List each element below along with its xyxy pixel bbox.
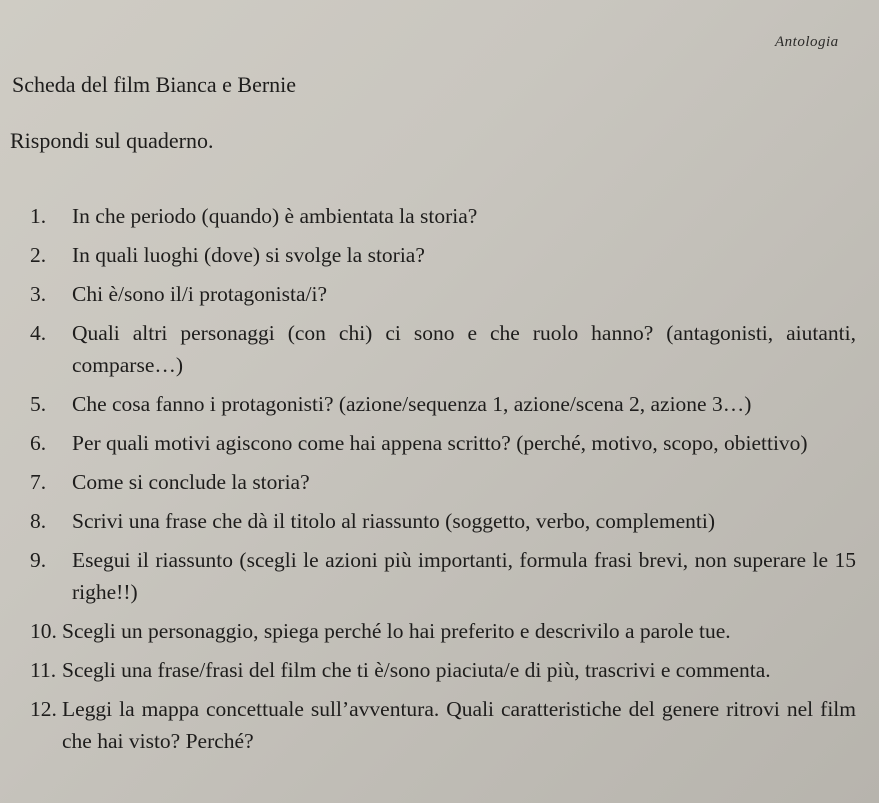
- question-text: Per quali motivi agiscono come hai appena scritto? (perché, motivo, scopo, obiettivo): [72, 431, 808, 455]
- question-item: [30, 615, 856, 647]
- question-number: 9.: [30, 548, 47, 572]
- question-text: Quali altri personaggi (con chi) ci sono e che ruolo hanno? (antagonisti, aiutanti, comparse…): [72, 321, 856, 377]
- question-number: 3.: [30, 282, 47, 306]
- question-number: 10.: [30, 619, 57, 643]
- question-number: 5.: [30, 392, 47, 416]
- question-item: [30, 278, 856, 310]
- question-number: 6.: [30, 431, 47, 455]
- question-number: 11.: [30, 658, 57, 682]
- question-item: [30, 239, 856, 271]
- question-list: [30, 200, 856, 764]
- question-item: [30, 693, 856, 757]
- question-item: [30, 427, 856, 459]
- question-number: 8.: [30, 509, 47, 533]
- question-number: 2.: [30, 243, 47, 267]
- question-item: [30, 466, 856, 498]
- question-item: [30, 200, 856, 232]
- question-text: In che periodo (quando) è ambientata la storia?: [72, 204, 478, 228]
- question-text: Come si conclude la storia?: [72, 470, 310, 494]
- question-text: Scrivi una frase che dà il titolo al riassunto (soggetto, verbo, complementi): [72, 509, 716, 533]
- question-number: 7.: [30, 470, 47, 494]
- question-item: [30, 654, 856, 686]
- question-text: Che cosa fanno i protagonisti? (azione/sequenza 1, azione/scena 2, azione 3…): [72, 392, 752, 416]
- question-item: [30, 317, 856, 381]
- question-number: 1.: [30, 204, 47, 228]
- question-text: Chi è/sono il/i protagonista/i?: [72, 282, 327, 306]
- instruction-text: Rispondi sul quaderno.: [10, 128, 214, 153]
- question-number: 4.: [30, 321, 47, 345]
- question-number: 12.: [30, 697, 57, 721]
- worksheet-title: Scheda del film Bianca e Bernie: [12, 72, 297, 97]
- question-text: Scegli un personaggio, spiega perché lo hai preferito e descrivilo a parole tue.: [62, 619, 731, 643]
- question-text: Leggi la mappa concettuale sull’avventura. Quali caratteristiche del genere ritrovi nel film che hai visto? Perché?: [62, 697, 856, 753]
- question-item: [30, 388, 856, 420]
- question-item: [30, 544, 856, 608]
- question-text: In quali luoghi (dove) si svolge la storia?: [72, 243, 425, 267]
- question-text: Scegli una frase/frasi del film che ti è/sono piaciuta/e di più, trascrivi e commenta.: [62, 658, 771, 682]
- question-text: Esegui il riassunto (scegli le azioni più importanti, formula frasi brevi, non superare le 15 righe!!): [72, 548, 856, 604]
- section-label: Antologia: [775, 34, 839, 50]
- question-item: [30, 505, 856, 537]
